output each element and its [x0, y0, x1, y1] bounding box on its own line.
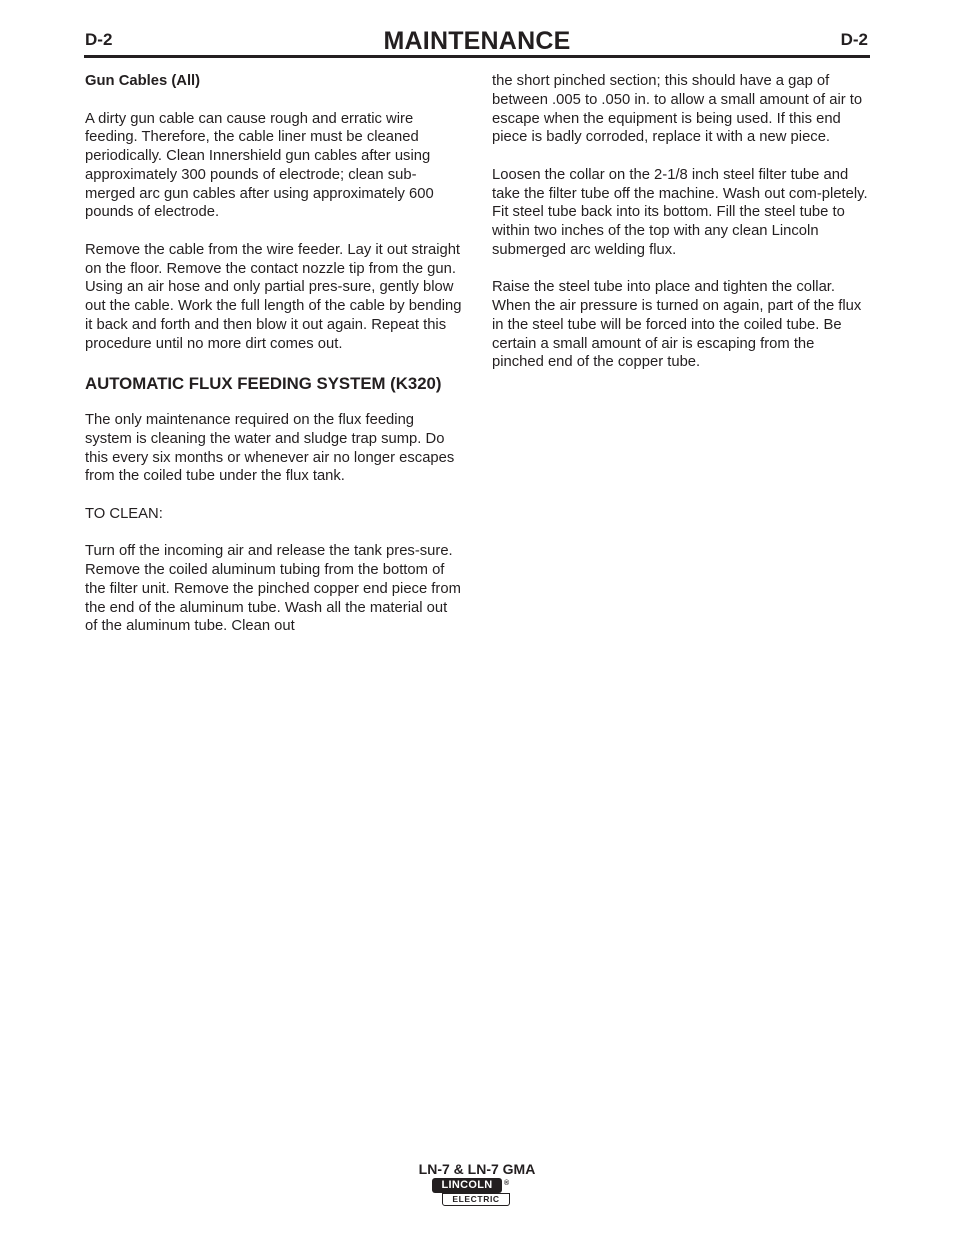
gun-cables-paragraph-1: A dirty gun cable can cause rough and erratic wire feeding. Therefore, the cable liner must be cleaned periodically. Clean Innershield gun cables after using approximately 300 pounds of electrode; clean sub-merged arc gun cables after using approximately 600 pounds of electrode.	[85, 110, 434, 221]
right-paragraph-3: Raise the steel tube into place and tighten the collar. When the air pressure is turned on again, part of the flux in the steel tube will be forced into the coiled tube. Be certain a small amount of air is escaping from the pinched end of the copper tube.	[492, 279, 862, 371]
logo-top-text: LINCOLN	[432, 1178, 502, 1193]
right-paragraph-2: Loosen the collar on the 2-1/8 inch steel filter tube and take the filter tube off the machine. Wash out com-pletely. Fit steel tube back into its bottom. Fill the steel tube to within two inches of the top with any clean Lincoln submerged arc welding flux.	[492, 166, 868, 258]
gun-cables-heading: Gun Cables (All)	[85, 73, 201, 89]
flux-paragraph-2: Turn off the incoming air and release the tank pres-sure. Remove the coiled aluminum tubing from the bottom of the filter unit. Remove the pinched copper end piece from the end of the aluminum tube. Wash all the material out of the aluminum tube. Clean out	[85, 543, 461, 635]
registered-mark-icon: ®	[504, 1180, 510, 1187]
lincoln-electric-logo	[432, 1178, 512, 1208]
flux-paragraph-1: The only maintenance required on the flux feeding system is cleaning the water and sludge trap sump. Do this every six months or whenever air no longer escapes from the coiled tube under the flux tank.	[85, 412, 455, 485]
header-divider	[84, 55, 870, 58]
right-paragraph-1: the short pinched section; this should have a gap of between .005 to .050 in. to allow a small amount of air to escape when the equipment is being used. If this end piece is badly corroded, replace it with a new piece.	[492, 73, 863, 146]
footer-model-name: LN-7 & LN-7 GMA	[418, 1161, 536, 1177]
right-column	[492, 72, 870, 372]
logo-bottom-text: ELECTRIC	[442, 1193, 510, 1206]
flux-system-heading: AUTOMATIC FLUX FEEDING SYSTEM (K320)	[85, 374, 442, 393]
page-number-right: D-2	[840, 30, 868, 49]
gun-cables-paragraph-2: Remove the cable from the wire feeder. Lay it out straight on the floor. Remove the contact nozzle tip from the gun. Using an air hose and only partial pres-sure, gently blow out the cable. Work the full length of the cable by bending it back and forth and then blow it out again. Repeat this procedure until no more dirt comes out.	[85, 241, 462, 352]
left-column	[85, 72, 463, 636]
page-title: MAINTENANCE	[383, 27, 571, 55]
page-number-left: D-2	[85, 30, 113, 49]
to-clean-label: TO CLEAN:	[85, 505, 163, 522]
